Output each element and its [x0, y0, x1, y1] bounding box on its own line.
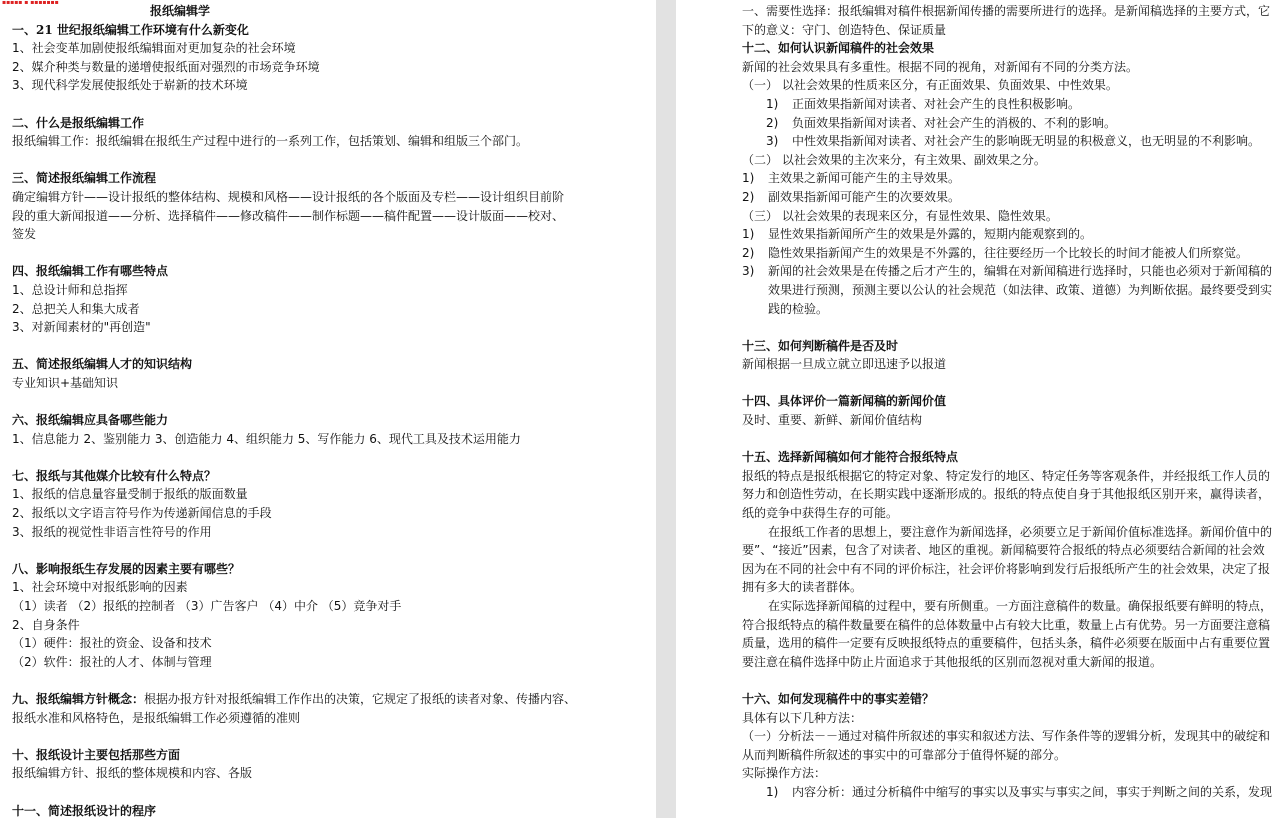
blank-line — [12, 95, 576, 114]
item-text: 中性效果指新闻对读者、对社会产生的影响既无明显的积极意义，也无明显的不利影响。 — [792, 134, 1261, 149]
item-number: 3) — [742, 264, 755, 279]
red-annotation-mark: ▪▪▪▪▪ ▪ ▪▪▪▪▪▪▪ — [2, 0, 59, 6]
body-text-line: 要注意在稿件选择中防止片面追求于其他报纸的区别而忽视对重大新闻的报道。 — [742, 654, 1163, 669]
blank-line — [12, 671, 576, 690]
section-heading: 十六、如何发现稿件中的事实差错？ — [742, 691, 935, 706]
document-title: 报纸编辑学 — [150, 4, 211, 18]
item-text: 负面效果指新闻对读者、对社会产生的消极的、不利的影响。 — [792, 115, 1117, 130]
item-number: 1) — [742, 171, 755, 186]
body-text-line: （二） 以社会效果的主次来分，有主效果、副效果之分。 — [742, 152, 1046, 167]
body-text-line: 2、自身条件 — [12, 617, 80, 632]
numbered-item — [742, 95, 1272, 114]
numbered-item — [742, 132, 1272, 151]
numbered-item — [742, 783, 1272, 802]
blank-line — [12, 244, 576, 263]
body-text-line: 2、报纸以文字语言符号作为传递新闻信息的手段 — [12, 506, 272, 521]
item-text: 显性效果指新闻所产生的效果是外露的，短期内能观察到的。 — [768, 227, 1093, 242]
section-heading: 十三、如何判断稿件是否及时 — [742, 338, 899, 353]
section-heading: 九、报纸编辑方针概念： — [12, 691, 145, 706]
section-heading: 十四、具体评价一篇新闻稿的新闻价值 — [742, 394, 947, 409]
body-text-line: 下的意义：守门、创造特色、保证质量 — [742, 22, 947, 37]
body-text-line: 报纸的特点是报纸根据它的特定对象、特定发行的地区、特定任务等客观条件，并经报纸工作人员的 — [742, 468, 1271, 483]
indented-paragraph: 在报纸工作者的思想上，要注意作为新闻选择，必须要立足于新闻价值标准选择。新闻价值中的 — [768, 524, 1273, 539]
body-text-line: 报纸编辑工作：报纸编辑在报纸生产过程中进行的一系列工作，包括策划、编辑和组版三个部门。 — [12, 134, 529, 149]
item-text: 主效果之新闻可能产生的主导效果。 — [768, 171, 961, 186]
blank-line — [742, 430, 1272, 449]
definition-text: 根据办报方针对报纸编辑工作作出的决策，它规定了报纸的读者对象、传播内容、 — [144, 691, 577, 706]
body-text-line: 及时、重要、新鲜、新闻价值结构 — [742, 413, 923, 428]
numbered-item — [742, 262, 1272, 281]
body-text-line: 1、信息能力 2、鉴别能力 3、创造能力 4、组织能力 5、写作能力 6、现代工具及技术运用能力 — [12, 431, 521, 446]
numbered-item — [742, 169, 1272, 188]
section-heading: 一、21 世纪报纸编辑工作环境有什么新变化 — [12, 22, 249, 37]
body-text-line: 一、需要性选择：报纸编辑对稿件根据新闻传播的需要所进行的选择。是新闻稿选择的主要方式，它 — [742, 4, 1271, 18]
numbered-item — [742, 114, 1272, 133]
body-text-line: （一）分析法－－通过对稿件所叙述的事实和叙述方法、写作条件等的逻辑分析，发现其中的破绽和 — [742, 729, 1271, 744]
body-text-line: 从而判断稿件所叙述的事实中的可靠部分于值得怀疑的部分。 — [742, 747, 1067, 762]
body-text-line: 3、现代科学发展使报纸处于崭新的技术环境 — [12, 78, 248, 93]
body-text-line: 1、社会变革加剧使报纸编辑面对更加复杂的社会环境 — [12, 41, 296, 56]
body-text-line: 确定编辑方针——设计报纸的整体结构、规模和风格——设计报纸的各个版面及专栏——设计组织目前阶 — [12, 189, 565, 204]
body-text-line: 纸的竞争中获得生存的可能。 — [742, 506, 899, 521]
blank-line — [12, 337, 576, 356]
section-heading: 十二、如何认识新闻稿件的社会效果 — [742, 41, 935, 56]
item-number: 1) — [766, 96, 779, 111]
section-heading: 四、报纸编辑工作有哪些特点 — [12, 264, 169, 279]
section-heading: 十、报纸设计主要包括那些方面 — [12, 747, 181, 762]
item-number: 3) — [766, 134, 779, 149]
blank-line — [742, 374, 1272, 393]
body-text-line: 报纸水准和风格特色，是报纸编辑工作必须遵循的准则 — [12, 710, 301, 725]
item-number: 1) — [742, 227, 755, 242]
body-text-line: 1、报纸的信息量容量受制于报纸的版面数量 — [12, 487, 248, 502]
numbered-item — [742, 188, 1272, 207]
body-text-line: 具体有以下几种方法： — [742, 710, 863, 725]
body-text-line: 新闻的社会效果具有多重性。根据不同的视角，对新闻有不同的分类方法。 — [742, 59, 1139, 74]
item-text: 内容分析：通过分析稿件中缩写的事实以及事实与事实之间，事实于判断之间的关系，发现 — [792, 784, 1273, 799]
body-text-line: 1、社会环境中对报纸影响的因素 — [12, 580, 188, 595]
right-page-text — [742, 2, 1272, 802]
left-page-text — [12, 2, 576, 818]
item-number: 2) — [766, 115, 779, 130]
body-text-line: 新闻根据一旦成立就立即迅速予以报道 — [742, 357, 947, 372]
right-page — [676, 0, 1286, 818]
body-text-line: （一） 以社会效果的性质来区分，有正面效果、负面效果、中性效果。 — [742, 78, 1118, 93]
section-heading: 六、报纸编辑应具备哪些能力 — [12, 413, 169, 428]
body-text-line: 签发 — [12, 227, 37, 242]
section-heading: 十一、简述报纸设计的程序 — [12, 803, 157, 818]
body-text-line: 努力和创造性劳动，在长期实践中逐渐形成的。报纸的特点使自身于其他报纸区别开来，赢得读者， — [742, 487, 1271, 502]
body-text-line: 符合报纸特点的稿件数量要在稿件的总体数量中占有较大比重，数量上占有优势。另一方面要注意稿 — [742, 617, 1271, 632]
body-text-line: （1）读者 （2）报纸的控制者 （3）广告客户 （4）中介 （5）竞争对手 — [12, 599, 402, 613]
body-text-line: 报纸编辑方针、报纸的整体规模和内容、各版 — [12, 766, 253, 781]
indented-paragraph: 在实际选择新闻稿的过程中，要有所侧重。一方面注意稿件的数量。确保报纸要有鲜明的特点， — [768, 599, 1273, 613]
body-text-line: 专业知识+基础知识 — [12, 375, 119, 390]
item-continuation: 效果进行预测，预测主要以公认的社会规范（如法律、政策、道德）为判断依据。最终要受到实 — [768, 282, 1273, 297]
body-text-line: 因为在不同的社会中有不同的评价标注，社会评价将影响到发行后报纸所产生的社会效果，决定了报 — [742, 561, 1271, 576]
numbered-item — [742, 225, 1272, 244]
section-heading: 七、报纸与其他媒介比较有什么特点？ — [12, 468, 217, 483]
section-heading: 二、什么是报纸编辑工作 — [12, 115, 145, 130]
body-text-line: 质量，选用的稿件一定要有反映报纸特点的重要稿件，包括头条，稿件必须要在版面中占有重要位置 — [742, 636, 1271, 651]
body-text-line: 拥有多大的读者群体。 — [742, 580, 863, 595]
item-number: 1) — [766, 784, 779, 799]
blank-line — [742, 318, 1272, 337]
item-text: 新闻的社会效果是在传播之后才产生的，编辑在对新闻稿进行选择时，只能也必须对于新闻稿的 — [768, 264, 1273, 279]
body-text-line: 3、对新闻素材的"再创造" — [12, 320, 151, 335]
blank-line — [742, 671, 1272, 690]
body-text-line: 段的重大新闻报道——分析、选择稿件——修改稿件——制作标题——稿件配置——设计版面——校对、 — [12, 208, 565, 223]
item-text: 副效果指新闻可能产生的次要效果。 — [768, 189, 961, 204]
body-text-line: 要”、“接近”因素，包含了对读者、地区的重视。新闻稿要符合报纸的特点必须要结合新闻的社会效 — [742, 543, 1265, 558]
item-text: 隐性效果指新闻产生的效果是不外露的，往往要经历一个比较长的时间才能被人们所察觉。 — [768, 245, 1249, 260]
blank-line — [12, 541, 576, 560]
body-text-line: 1、总设计师和总指挥 — [12, 282, 128, 297]
numbered-item — [742, 244, 1272, 263]
section-heading: 三、简述报纸编辑工作流程 — [12, 171, 157, 186]
body-text-line: 2、媒介种类与数量的递增使报纸面对强烈的市场竞争环境 — [12, 59, 320, 74]
page-gutter — [656, 0, 676, 818]
section-heading: 五、简述报纸编辑人才的知识结构 — [12, 357, 193, 372]
body-text-line: 实际操作方法： — [742, 766, 827, 781]
blank-line — [12, 392, 576, 411]
body-text-line: （三） 以社会效果的表现来区分，有显性效果、隐性效果。 — [742, 208, 1058, 223]
section-heading: 十五、选择新闻稿如何才能符合报纸特点 — [742, 450, 959, 465]
item-continuation: 践的检验。 — [768, 301, 829, 316]
body-text-line: （2）软件：报社的人才、体制与管理 — [12, 654, 212, 669]
definition-line — [12, 690, 576, 709]
blank-line — [12, 448, 576, 467]
item-number: 2) — [742, 189, 755, 204]
blank-line — [12, 151, 576, 170]
item-text: 正面效果指新闻对读者、对社会产生的良性积极影响。 — [792, 96, 1081, 111]
section-heading: 八、影响报纸生存发展的因素主要有哪些？ — [12, 561, 241, 576]
item-number: 2) — [742, 245, 755, 260]
blank-line — [12, 727, 576, 746]
blank-line — [12, 783, 576, 802]
body-text-line: （1）硬件：报社的资金、设备和技术 — [12, 636, 212, 651]
body-text-line: 2、总把关人和集大成者 — [12, 301, 140, 316]
body-text-line: 3、报纸的视觉性非语言性符号的作用 — [12, 524, 212, 539]
